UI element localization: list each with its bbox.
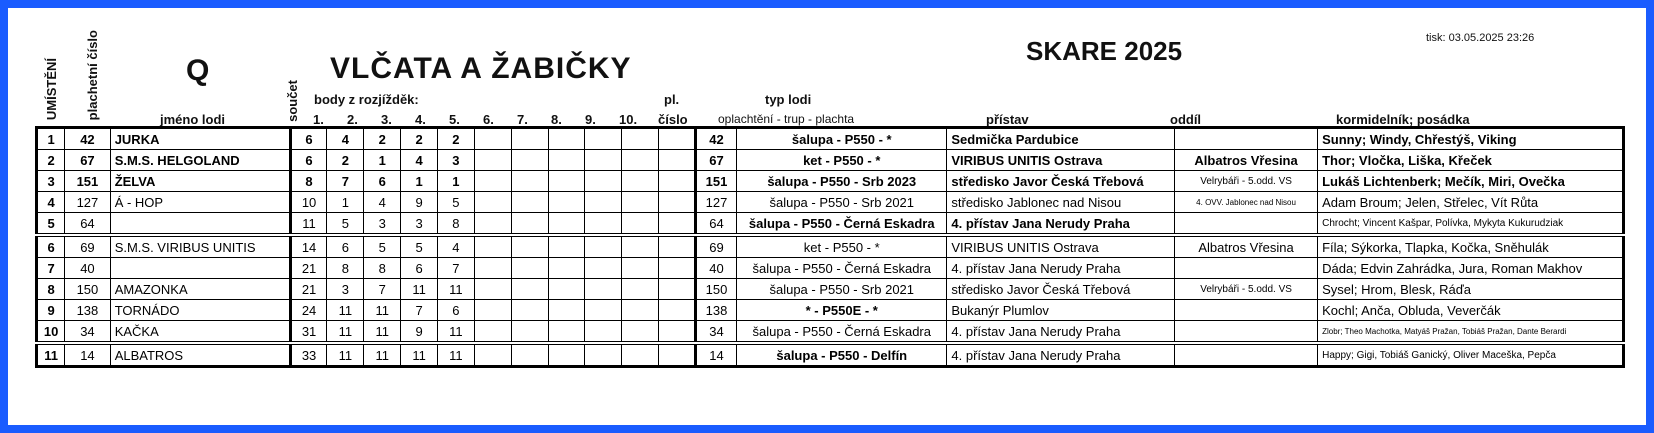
race-points-cell: [511, 192, 548, 213]
club-cell: [1175, 128, 1318, 150]
race-points-cell: 1: [438, 171, 475, 192]
results-table: [35, 126, 1625, 368]
race-points-cell: 11: [364, 343, 401, 367]
sail-number-cell: 138: [695, 300, 736, 321]
race-points-cell: 5: [438, 192, 475, 213]
race-points-cell: 11: [438, 279, 475, 300]
table-row: [37, 171, 1624, 192]
race-points-cell: [548, 150, 585, 171]
header-race-5: 5.: [449, 112, 460, 127]
crew-cell: Thor; Vločka, Liška, Křeček: [1318, 150, 1624, 171]
sum-cell: 8: [290, 171, 327, 192]
harbour-cell: VIRIBUS UNITIS Ostrava: [947, 235, 1175, 258]
boat-name-cell: AMAZONKA: [110, 279, 290, 300]
race-points-cell: [511, 300, 548, 321]
race-points-cell: [548, 128, 585, 150]
race-points-cell: 3: [438, 150, 475, 171]
harbour-cell: 4. přístav Jana Nerudy Praha: [947, 343, 1175, 367]
crew-cell: Sunny; Windy, Chřestýš, Viking: [1318, 128, 1624, 150]
header-race-points: body z rozjížděk:: [314, 92, 419, 107]
table-row: [37, 150, 1624, 171]
race-points-cell: [548, 258, 585, 279]
header-race-2: 2.: [347, 112, 358, 127]
race-points-cell: [659, 192, 696, 213]
header-sail-number: plachetní číslo: [85, 30, 100, 121]
race-points-cell: 3: [401, 213, 438, 236]
race-points-cell: 1: [364, 150, 401, 171]
club-cell: Albatros Vřesina: [1175, 235, 1318, 258]
table-row: [37, 213, 1624, 236]
header-sum: součet: [285, 80, 300, 122]
sail-number-cell: 67: [695, 150, 736, 171]
place-cell: 7: [37, 258, 65, 279]
header-race-6: 6.: [483, 112, 494, 127]
place-cell: 1: [37, 128, 65, 150]
race-points-cell: 5: [401, 235, 438, 258]
boat-type-cell: šalupa - P550 - Černá Eskadra: [737, 258, 947, 279]
boat-type-cell: šalupa - P550 - Srb 2021: [737, 279, 947, 300]
race-points-cell: [548, 279, 585, 300]
harbour-cell: středisko Javor Česká Třebová: [947, 279, 1175, 300]
race-points-cell: [585, 321, 622, 344]
boat-name-cell: ALBATROS: [110, 343, 290, 367]
race-points-cell: [585, 171, 622, 192]
sum-cell: 24: [290, 300, 327, 321]
sum-cell: 33: [290, 343, 327, 367]
race-points-cell: [474, 235, 511, 258]
race-points-cell: 4: [401, 150, 438, 171]
boat-type-cell: šalupa - P550 - Srb 2023: [737, 171, 947, 192]
boat-name-cell: S.M.S. HELGOLAND: [110, 150, 290, 171]
boat-name-cell: Á - HOP: [110, 192, 290, 213]
harbour-cell: středisko Javor Česká Třebová: [947, 171, 1175, 192]
race-points-cell: [585, 213, 622, 236]
race-points-cell: 11: [327, 300, 364, 321]
race-points-cell: [622, 321, 659, 344]
race-points-cell: [585, 192, 622, 213]
sail-number-cell: 67: [65, 150, 111, 171]
header-crew: kormidelník; posádka: [1336, 112, 1470, 127]
sail-number-cell: 40: [65, 258, 111, 279]
header-harbour: přístav: [986, 112, 1029, 127]
place-cell: 6: [37, 235, 65, 258]
race-points-cell: [548, 213, 585, 236]
race-points-cell: [511, 150, 548, 171]
crew-cell: Fíla; Sýkorka, Tlapka, Kočka, Sněhulák: [1318, 235, 1624, 258]
header-race-7: 7.: [517, 112, 528, 127]
harbour-cell: Bukanýr Plumlov: [947, 300, 1175, 321]
crew-cell: Dáda; Edvin Zahrádka, Jura, Roman Makhov: [1318, 258, 1624, 279]
boat-name-cell: [110, 258, 290, 279]
race-points-cell: [474, 258, 511, 279]
race-points-cell: 11: [401, 343, 438, 367]
race-points-cell: [474, 150, 511, 171]
sail-number-cell: 14: [65, 343, 111, 367]
race-points-cell: [548, 235, 585, 258]
race-points-cell: [659, 343, 696, 367]
race-points-cell: [474, 128, 511, 150]
race-points-cell: 7: [327, 171, 364, 192]
race-points-cell: [585, 235, 622, 258]
race-points-cell: [511, 213, 548, 236]
boat-name-cell: TORNÁDO: [110, 300, 290, 321]
race-points-cell: 5: [327, 213, 364, 236]
race-points-cell: [474, 321, 511, 344]
race-points-cell: 2: [364, 128, 401, 150]
race-points-cell: 6: [364, 171, 401, 192]
crew-cell: Zlobr; Theo Machotka, Matyáš Pražan, Tobiáš Pražan, Dante Berardi: [1318, 321, 1624, 344]
boat-name-cell: [110, 213, 290, 236]
race-points-cell: [659, 213, 696, 236]
place-cell: 4: [37, 192, 65, 213]
boat-name-cell: S.M.S. VIRIBUS UNITIS: [110, 235, 290, 258]
race-points-cell: 3: [327, 279, 364, 300]
race-points-cell: [474, 300, 511, 321]
race-points-cell: 9: [401, 321, 438, 344]
club-cell: [1175, 343, 1318, 367]
place-cell: 5: [37, 213, 65, 236]
boat-name-cell: KAČKA: [110, 321, 290, 344]
sum-cell: 10: [290, 192, 327, 213]
header-place: UMÍSTĚNÍ: [44, 58, 59, 121]
race-points-cell: [511, 171, 548, 192]
race-points-cell: [622, 150, 659, 171]
race-points-cell: 11: [401, 279, 438, 300]
race-points-cell: 4: [438, 235, 475, 258]
race-points-cell: [659, 258, 696, 279]
race-points-cell: 2: [401, 128, 438, 150]
race-points-cell: 8: [364, 258, 401, 279]
race-points-cell: [511, 343, 548, 367]
race-points-cell: [474, 343, 511, 367]
race-points-cell: [622, 300, 659, 321]
race-points-cell: 11: [327, 343, 364, 367]
boat-type-cell: šalupa - P550 - Delfín: [737, 343, 947, 367]
place-cell: 2: [37, 150, 65, 171]
sail-number-cell: 150: [695, 279, 736, 300]
race-points-cell: [585, 279, 622, 300]
sum-cell: 6: [290, 150, 327, 171]
race-points-cell: [548, 171, 585, 192]
race-points-cell: [474, 213, 511, 236]
race-points-cell: [474, 192, 511, 213]
boat-type-cell: šalupa - P550 - Černá Eskadra: [737, 213, 947, 236]
race-points-cell: [622, 192, 659, 213]
race-points-cell: 6: [327, 235, 364, 258]
table-row: [37, 343, 1624, 367]
race-points-cell: 1: [327, 192, 364, 213]
header-boat-type-sub: oplachtění - trup - plachta: [718, 112, 855, 126]
place-cell: 11: [37, 343, 65, 367]
harbour-cell: 4. přístav Jana Nerudy Praha: [947, 258, 1175, 279]
crew-cell: Lukáš Lichtenberk; Mečík, Miri, Ovečka: [1318, 171, 1624, 192]
race-points-cell: 11: [327, 321, 364, 344]
boat-type-cell: šalupa - P550 - *: [737, 128, 947, 150]
race-points-cell: [474, 171, 511, 192]
race-points-cell: [622, 128, 659, 150]
crew-cell: Chrocht; Vincent Kašpar, Polívka, Mykyta Kukurudziak: [1318, 213, 1624, 236]
race-points-cell: [511, 258, 548, 279]
sail-number-cell: 42: [695, 128, 736, 150]
category-title: VLČATA A ŽABIČKY: [330, 52, 632, 85]
table-row: [37, 192, 1624, 213]
harbour-cell: Sedmička Pardubice: [947, 128, 1175, 150]
race-points-cell: [511, 279, 548, 300]
race-points-cell: 6: [401, 258, 438, 279]
boat-type-cell: ket - P550 - *: [737, 150, 947, 171]
header-club: oddíl: [1170, 112, 1202, 127]
race-points-cell: [622, 279, 659, 300]
table-row: [37, 321, 1624, 344]
table-row: [37, 300, 1624, 321]
race-points-cell: [474, 279, 511, 300]
race-points-cell: [659, 128, 696, 150]
place-cell: 8: [37, 279, 65, 300]
header-pl: pl.: [664, 92, 680, 107]
race-points-cell: 2: [327, 150, 364, 171]
header-boat-name: jméno lodi: [160, 112, 225, 127]
crew-cell: Happy; Gigi, Tobiáš Ganický, Oliver Maceška, Pepča: [1318, 343, 1624, 367]
sail-number-cell: 14: [695, 343, 736, 367]
race-points-cell: [585, 343, 622, 367]
header-race-8: 8.: [551, 112, 562, 127]
race-points-cell: [622, 213, 659, 236]
race-points-cell: [659, 235, 696, 258]
race-points-cell: [585, 128, 622, 150]
club-cell: [1175, 321, 1318, 344]
crew-cell: Adam Broum; Jelen, Střelec, Vít Růta: [1318, 192, 1624, 213]
race-points-cell: [585, 300, 622, 321]
place-cell: 10: [37, 321, 65, 344]
crew-cell: Kochl; Anča, Obluda, Veverčák: [1318, 300, 1624, 321]
race-points-cell: 8: [438, 213, 475, 236]
boat-name-cell: JURKA: [110, 128, 290, 150]
sail-number-cell: 64: [695, 213, 736, 236]
race-points-cell: 11: [438, 321, 475, 344]
race-points-cell: [622, 171, 659, 192]
race-points-cell: 2: [438, 128, 475, 150]
sail-number-cell: 127: [65, 192, 111, 213]
sail-number-cell: 150: [65, 279, 111, 300]
club-cell: 4. OVV. Jablonec nad Nisou: [1175, 192, 1318, 213]
header-race-1: 1.: [313, 112, 324, 127]
race-points-cell: [548, 321, 585, 344]
race-points-cell: 5: [364, 235, 401, 258]
crew-cell: Sysel; Hrom, Blesk, Ráďa: [1318, 279, 1624, 300]
race-points-cell: 11: [364, 300, 401, 321]
race-points-cell: 7: [401, 300, 438, 321]
club-cell: [1175, 258, 1318, 279]
race-points-cell: [622, 235, 659, 258]
race-points-cell: [511, 321, 548, 344]
place-cell: 3: [37, 171, 65, 192]
table-row: [37, 279, 1624, 300]
sail-number-cell: 69: [695, 235, 736, 258]
sail-number-cell: 34: [695, 321, 736, 344]
sail-number-cell: 138: [65, 300, 111, 321]
race-points-cell: [585, 258, 622, 279]
header-race-9: 9.: [585, 112, 596, 127]
harbour-cell: středisko Jablonec nad Nisou: [947, 192, 1175, 213]
club-cell: [1175, 300, 1318, 321]
harbour-cell: 4. přístav Jana Nerudy Praha: [947, 321, 1175, 344]
race-points-cell: 3: [364, 213, 401, 236]
race-points-cell: 11: [438, 343, 475, 367]
table-row: [37, 235, 1624, 258]
race-points-cell: 6: [438, 300, 475, 321]
boat-type-cell: ket - P550 - *: [737, 235, 947, 258]
race-points-cell: [622, 258, 659, 279]
sum-cell: 6: [290, 128, 327, 150]
header-boat-type: typ lodi: [765, 92, 812, 107]
place-cell: 9: [37, 300, 65, 321]
event-title: SKARE 2025: [1026, 36, 1183, 66]
club-cell: Velrybáři - 5.odd. VS: [1175, 279, 1318, 300]
boat-type-cell: šalupa - P550 - Srb 2021: [737, 192, 947, 213]
header-race-10: 10.: [619, 112, 638, 127]
race-points-cell: [511, 128, 548, 150]
race-points-cell: [659, 171, 696, 192]
race-points-cell: 9: [401, 192, 438, 213]
race-points-cell: 7: [364, 279, 401, 300]
header-race-4: 4.: [415, 112, 426, 127]
sail-number-cell: 127: [695, 192, 736, 213]
race-points-cell: 7: [438, 258, 475, 279]
header-cislo: číslo: [658, 112, 688, 127]
sum-cell: 21: [290, 258, 327, 279]
race-points-cell: [585, 150, 622, 171]
club-cell: Velrybáři - 5.odd. VS: [1175, 171, 1318, 192]
boat-type-cell: * - P550E - *: [737, 300, 947, 321]
race-points-cell: [659, 150, 696, 171]
boat-type-cell: šalupa - P550 - Černá Eskadra: [737, 321, 947, 344]
race-points-cell: [659, 321, 696, 344]
race-points-cell: [511, 235, 548, 258]
race-points-cell: 8: [327, 258, 364, 279]
boat-name-cell: ŽELVA: [110, 171, 290, 192]
sum-cell: 11: [290, 213, 327, 236]
club-cell: Albatros Vřesina: [1175, 150, 1318, 171]
sail-number-cell: 69: [65, 235, 111, 258]
club-cell: [1175, 213, 1318, 236]
sum-cell: 31: [290, 321, 327, 344]
sail-number-cell: 151: [65, 171, 111, 192]
sum-cell: 21: [290, 279, 327, 300]
race-points-cell: [548, 192, 585, 213]
race-points-cell: 4: [327, 128, 364, 150]
sail-number-cell: 151: [695, 171, 736, 192]
race-points-cell: 1: [401, 171, 438, 192]
race-points-cell: 11: [364, 321, 401, 344]
sail-number-cell: 40: [695, 258, 736, 279]
table-row: [37, 128, 1624, 150]
race-points-cell: [659, 300, 696, 321]
sail-number-cell: 42: [65, 128, 111, 150]
print-timestamp: tisk: 03.05.2025 23:26: [1426, 32, 1535, 44]
sum-cell: 14: [290, 235, 327, 258]
harbour-cell: VIRIBUS UNITIS Ostrava: [947, 150, 1175, 171]
class-label: Q: [186, 54, 210, 87]
race-points-cell: [548, 300, 585, 321]
race-points-cell: 4: [364, 192, 401, 213]
race-points-cell: [659, 279, 696, 300]
race-points-cell: [548, 343, 585, 367]
sail-number-cell: 64: [65, 213, 111, 236]
sail-number-cell: 34: [65, 321, 111, 344]
harbour-cell: 4. přístav Jana Nerudy Praha: [947, 213, 1175, 236]
race-points-cell: [622, 343, 659, 367]
header-race-3: 3.: [381, 112, 392, 127]
table-row: [37, 258, 1624, 279]
